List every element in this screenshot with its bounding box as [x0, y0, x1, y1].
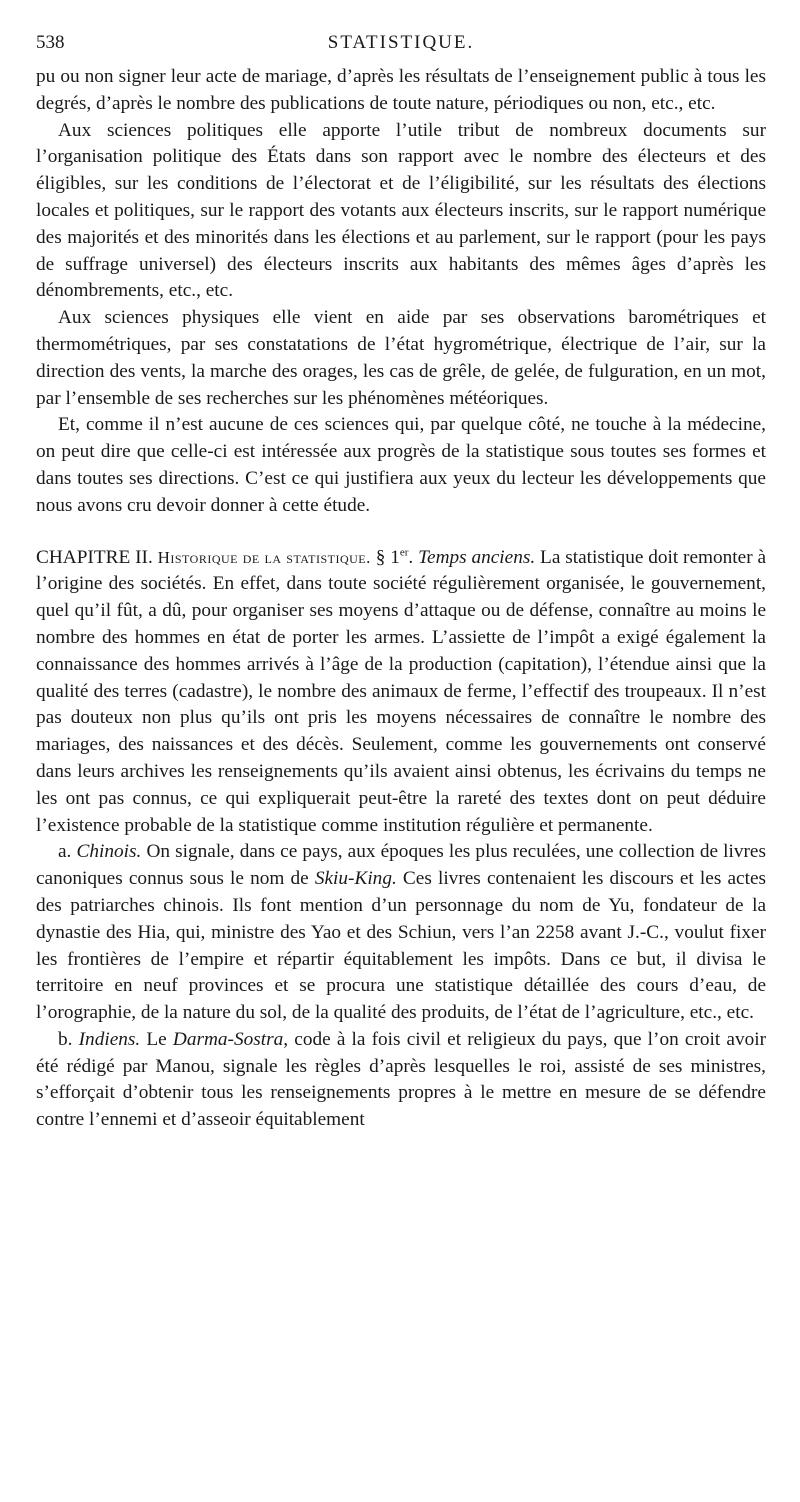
chapter-paragraph: CHAPITRE II. Historique de la statistique. § 1er. Temps anciens. La statistique doit remonter à l’origine des sociétés. En effet, dans toute société régulièrement organisée, le gouvernement, quel qu’il fût, a dû, pour organiser ses moyens d’attaque ou de défense, connaître au moins le nombre des hommes en état de porter les armes. L’assiette de l’impôt a exigé également la connaissance des hommes arrivés à l’âge de la production (capitation), l’étendue ainsi que la qualité des terres (cadastre), le nombre des animaux de ferme, l’effectif des troupeaux. Il n’est pas douteux non plus qu’ils ont pris les moyens nécessaires de connaître le nombre des mariages, des naissances et des décès. Seulement, comme les gouvernements ont conservé dans leurs archives les renseignements qu’ils avaient ainsi obtenus, les écrivains du temps ne les ont pas connus, ce qui expliquerait peut-être la rareté des textes dont on peut déduire l’existence probable de la statistique comme institution régulière et permanente. [36, 546, 767, 836]
section-mark: § 1 [375, 546, 400, 568]
chapter-label: CHAPITRE II. [36, 546, 153, 568]
page-header [36, 32, 766, 56]
paragraph-medicine: Et, comme il n’est aucune de ces sciences qui, par quelque côté, ne touche à la médecine, on peut dire que celle-ci est intéressée aux progrès de la statistique sous toutes ses formes et dans toutes ses directions. C’est ce qui justifiera aux yeux du lecteur les développements que nous avons cru devoir donner à cette étude. [36, 414, 766, 516]
chapter-spacer [36, 520, 766, 545]
running-title: STATISTIQUE. [327, 32, 475, 53]
item-title-indiens: Indiens. [78, 1028, 141, 1050]
chinois-text-2: Ces livres contenaient les discours et les actes des patriarches chinois. Ils font mention d’un personnage du nom de Yu, fondateur de la dynastie des Hia, qui, ministre des Yao et des Schiun, vers l’an 2258 avant J.-C., voulut fixer les frontières de l’empire et répartir équitablement les impôts. Dans ce but, il divisa le territoire en neuf provinces et se procura une statistique détaillée des cours d’eau, de l’orographie, de la nature du sol, de la qualité des produits, de l’état de l’agriculture, etc., etc. [36, 868, 767, 1024]
chapter-title: Historique de la statistique. [157, 547, 371, 567]
body-text [36, 64, 766, 1134]
chapter-text: La statistique doit remonter à l’origine des sociétés. En effet, dans toute société régulièrement organisée, le gouvernement, quel qu’il fût, a dû, pour organiser ses moyens d’attaque ou de défense, connaître au moins le nombre des hommes en état de porter les armes. L’assiette de l’impôt a exigé également la connaissance des hommes arrivés à l’âge de la production (capitation), l’étendue ainsi que la qualité des terres (cadastre), le nombre des animaux de ferme, l’effectif des troupeaux. Il n’est pas douteux non plus qu’ils ont pris les moyens nécessaires de connaître le nombre des mariages, des naissances et des décès. Seulement, comme les gouvernements ont conservé dans leurs archives les renseignements qu’ils avaient ainsi obtenus, les écrivains du temps ne les ont pas connus, ce qui expliquerait peut-être la rareté des textes dont on peut déduire l’existence probable de la statistique comme institution régulière et permanente. [36, 546, 767, 836]
paragraph-physical-sciences: Aux sciences physiques elle vient en aide par ses observations barométriques et thermométriques, par ses constatations de l’état hygrométrique, électrique de l’air, sur la direction des vents, la marche des orages, les cas de grêle, de gelée, de fulguration, en un mot, par l’ensemble de ses recherches sur les phénomènes météoriques. [36, 307, 766, 409]
paragraph-political-sciences: Aux sciences politiques elle apporte l’utile tribut de nombreux documents sur l’organisation politique des États dans son rapport avec le nombre des électeurs et des éligibles, sur les conditions de l’électorat et de l’éligibilité, sur les résultats des élections locales et politiques, sur le rapport des votants aux électeurs inscrits, sur le rapport numérique des majorités et des minorités dans les élections et au parlement, sur le rapport (pour les pays de suffrage universel) des électeurs inscrits aux habitants des mêmes âges d’après les dénombrements, etc., etc. [36, 119, 766, 302]
paragraph-chinois [36, 839, 766, 1027]
item-marker-a: a. [58, 841, 72, 863]
page-number: 538 [36, 32, 65, 53]
section-sup: er [399, 546, 409, 559]
indiens-text-2: code à la fois civil et religieux du pays, que l’on croit avoir été rédigé par Manou, signale les règles d’après lesquelles le roi, assisté de ses ministres, s’efforçait d’obtenir tous les renseignements propres à le mettre en mesure de se défendre contre l’ennemi et d’asseoir équitablement [36, 1028, 766, 1131]
book-title-skiu-king: Skiu-King. [314, 868, 397, 890]
section-title: Temps anciens. [418, 546, 536, 568]
item-title-chinois: Chinois. [76, 841, 142, 863]
book-title-darma-sostra: Darma-Sostra, [172, 1028, 289, 1050]
paragraph-indiens [36, 1027, 766, 1134]
indiens-text-1: Le [146, 1028, 167, 1050]
chinois-text-1: On signale, dans ce pays, aux époques les plus reculées, une collection de livres canoniques connus sous le nom de [36, 841, 766, 890]
paragraph-continuation: pu ou non signer leur acte de mariage, d’après les résultats de l’enseignement public à tous les degrés, d’après le nombre des publications de toute nature, périodiques ou non, etc., etc. [36, 66, 766, 114]
item-marker-b: b. [58, 1028, 73, 1050]
